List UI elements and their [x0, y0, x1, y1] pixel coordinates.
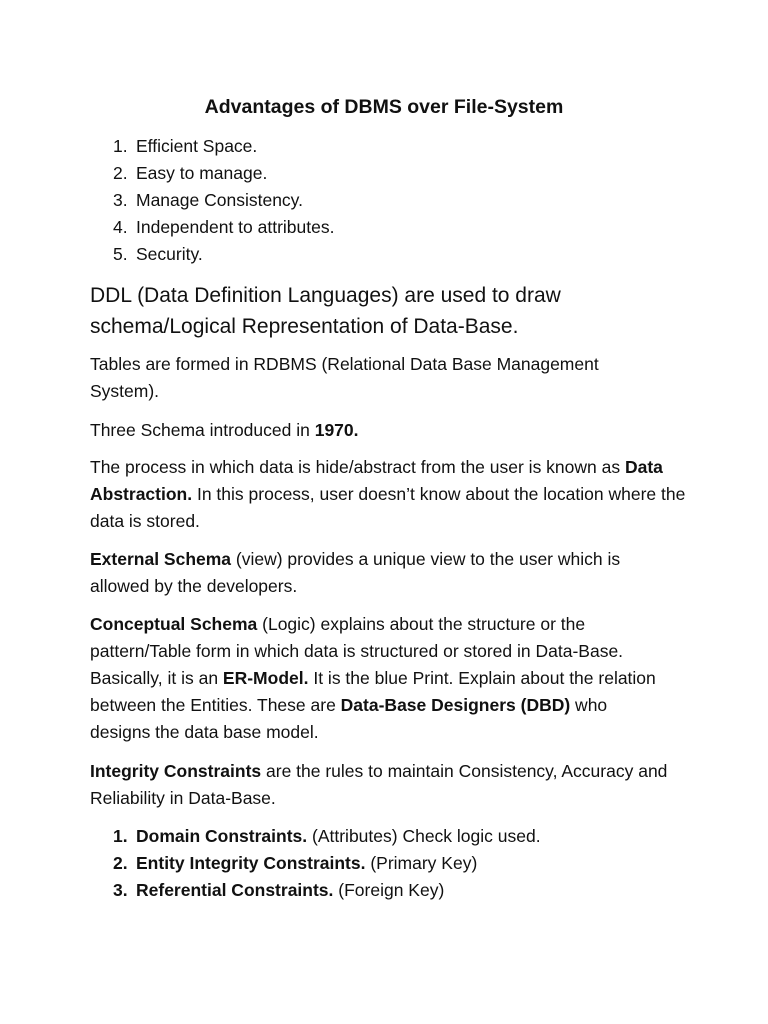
list-item	[113, 850, 541, 877]
list-item	[113, 214, 334, 241]
constraint-text: (Attributes) Check logic used.	[307, 826, 541, 846]
advantages-list	[113, 133, 334, 268]
ddl-paragraph	[90, 280, 650, 342]
constraint-text: (Primary Key)	[365, 853, 478, 873]
conceptual-text-3: who designs the data base model.	[90, 695, 608, 742]
list-number: 2.	[113, 163, 128, 183]
abstraction-text-2: In this process, user doesn’t know about the location where the data is stored.	[90, 484, 686, 531]
list-item	[113, 877, 541, 904]
integrity-constraints-term: Integrity Constraints	[90, 761, 262, 781]
list-item	[113, 241, 334, 268]
external-schema-text: (view) provides a unique view to the user which is allowed by the developers.	[90, 549, 621, 596]
list-text: Manage Consistency.	[136, 190, 303, 210]
list-number: 3.	[113, 880, 128, 900]
integrity-constraints-text: are the rules to maintain Consistency, Accuracy and Reliability in Data-Base.	[90, 761, 668, 808]
list-number: 1.	[113, 826, 128, 846]
list-item	[113, 187, 334, 214]
ddl-text: DDL (Data Definition Languages) are used to draw schema/Logical Representation of Data-Base.	[90, 284, 561, 338]
constraint-name: Entity Integrity Constraints.	[136, 853, 366, 873]
three-schema-year: 1970.	[314, 420, 359, 440]
list-text: Efficient Space.	[136, 136, 258, 156]
document-title: Advantages of DBMS over File-System	[204, 96, 564, 118]
dbd-term: Data-Base Designers (DBD)	[340, 695, 571, 715]
conceptual-schema-term: Conceptual Schema	[90, 614, 258, 634]
external-schema-term: External Schema	[90, 549, 232, 569]
constraint-name: Domain Constraints.	[136, 826, 308, 846]
constraints-list	[113, 823, 541, 904]
list-number: 3.	[113, 190, 128, 210]
list-number: 2.	[113, 853, 128, 873]
constraint-text: (Foreign Key)	[333, 880, 445, 900]
list-text: Easy to manage.	[136, 163, 268, 183]
external-schema-paragraph	[90, 546, 670, 600]
conceptual-text-1: (Logic) explains about the structure or the pattern/Table form in which data is structured or stored in Data-Base. Basically, it is an	[90, 614, 624, 688]
integrity-constraints-paragraph	[90, 758, 670, 812]
conceptual-text-2: It is the blue Print. Explain about the relation between the Entities. These are	[90, 668, 656, 715]
list-number: 1.	[113, 136, 128, 156]
three-schema-paragraph	[90, 417, 690, 444]
abstraction-term: Data Abstraction.	[90, 457, 663, 504]
list-text: Security.	[136, 244, 203, 264]
abstraction-paragraph	[90, 454, 690, 535]
conceptual-schema-paragraph	[90, 611, 670, 746]
er-model-term: ER-Model.	[222, 668, 309, 688]
tables-text: Tables are formed in RDBMS (Relational Data Base Management System).	[90, 354, 599, 401]
list-number: 5.	[113, 244, 128, 264]
abstraction-text-1: The process in which data is hide/abstract from the user is known as	[90, 457, 625, 477]
constraint-name: Referential Constraints.	[136, 880, 334, 900]
list-number: 4.	[113, 217, 128, 237]
list-item	[113, 823, 541, 850]
three-schema-text: Three Schema introduced in	[90, 420, 315, 440]
list-item	[113, 133, 334, 160]
tables-paragraph	[90, 351, 650, 405]
list-item	[113, 160, 334, 187]
list-text: Independent to attributes.	[136, 217, 335, 237]
